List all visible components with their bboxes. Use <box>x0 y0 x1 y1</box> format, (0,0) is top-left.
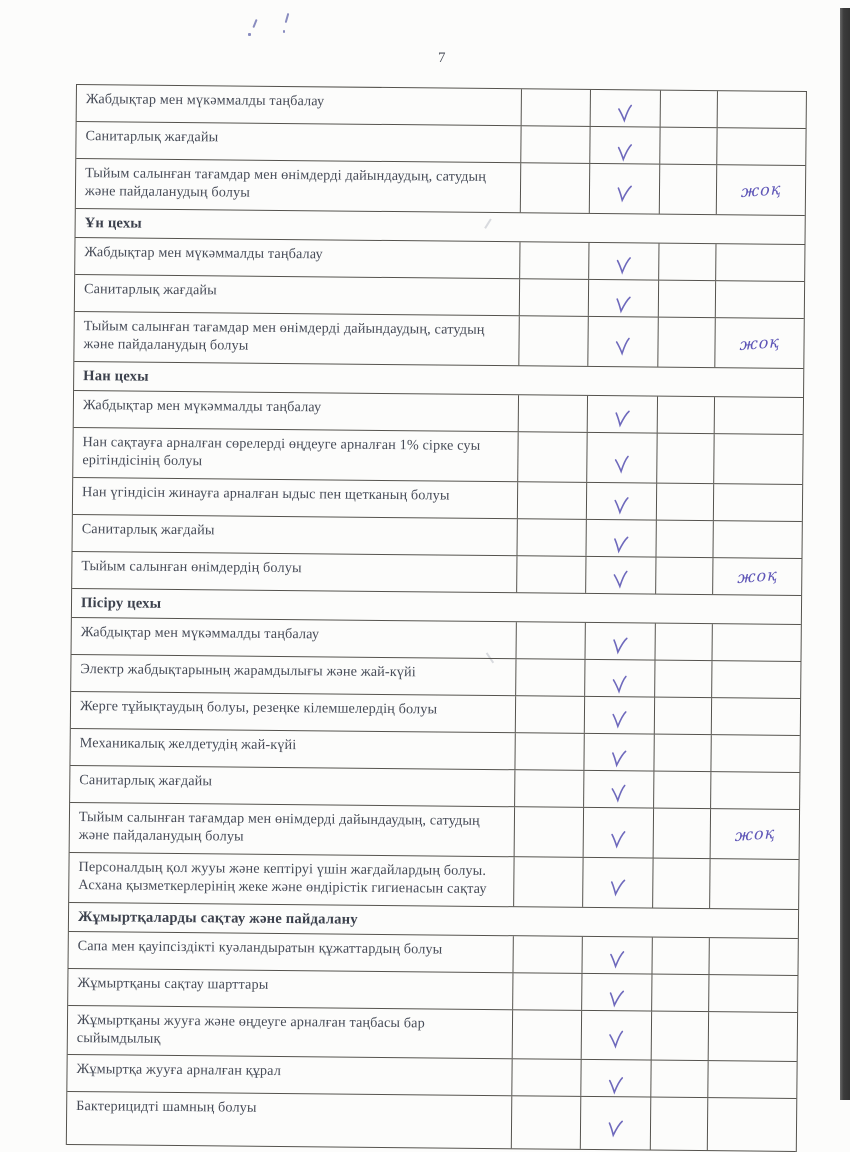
note-cell <box>714 397 803 434</box>
empty-cell <box>651 937 708 974</box>
empty-cell <box>514 770 583 807</box>
table-row <box>76 159 805 216</box>
check-cell <box>589 164 659 214</box>
check-cell <box>588 243 658 280</box>
table-row <box>73 428 802 485</box>
check-cell <box>586 483 656 520</box>
section-title: Ұн цехы <box>84 214 143 232</box>
check-cell <box>584 697 654 734</box>
handwritten-note: жоқ <box>736 565 778 588</box>
note-cell <box>713 484 802 521</box>
empty-cell <box>519 279 588 316</box>
checkmark-icon <box>612 496 631 515</box>
note-cell <box>711 661 800 698</box>
row-label: Тыйым салынған тағамдар мен өнімдерді дайындаудың, сатудың және пайдаланудың болуы <box>84 165 487 202</box>
checkmark-icon <box>608 950 627 969</box>
empty-cell <box>513 857 582 907</box>
empty-cell <box>511 1097 580 1150</box>
empty-cell <box>519 242 588 279</box>
empty-cell <box>655 623 712 660</box>
empty-cell <box>654 660 711 697</box>
empty-cell <box>520 163 589 213</box>
checkmark-icon <box>605 1118 625 1138</box>
stray-ink-dot-icon <box>283 30 285 33</box>
empty-cell <box>515 696 584 733</box>
row-label: Персоналдың қол жууы және кептіруі үшін жағдайлардың болуы. Асхана қызметкерлерінің жеке және өндірістік гигиенасын сақтау <box>78 858 487 898</box>
note-cell <box>715 281 804 318</box>
checkmark-icon <box>608 749 628 769</box>
check-cell <box>580 1097 650 1150</box>
empty-cell <box>653 771 710 808</box>
check-cell <box>587 396 657 433</box>
check-cell <box>581 973 651 1010</box>
check-cell <box>582 858 652 908</box>
row-label: Санитарлық жағдайы <box>85 128 219 146</box>
empty-cell <box>659 165 716 214</box>
checkmark-icon <box>612 409 632 429</box>
stray-ink-mark-icon <box>252 19 257 28</box>
note-cell <box>716 165 805 215</box>
row-label: Санитарлық жағдайы <box>79 771 213 790</box>
stray-ink-mark-icon <box>285 13 290 23</box>
check-cell <box>585 557 655 594</box>
section-title: Пісіру цехы <box>80 594 162 612</box>
empty-cell <box>650 1098 707 1151</box>
check-cell <box>588 280 658 317</box>
page-number: 7 <box>438 50 447 66</box>
empty-cell <box>516 519 585 556</box>
checkmark-icon <box>607 877 627 897</box>
checkmark-icon <box>612 454 632 474</box>
empty-cell <box>655 520 712 557</box>
note-cell <box>710 809 799 859</box>
row-label: Нан үгіндісін жинауға арналған ыдыс пен щетканың болуы <box>82 483 450 504</box>
check-cell <box>589 127 659 164</box>
empty-cell <box>658 244 715 281</box>
row-label: Бактерицидті шамның болуы <box>76 1098 257 1117</box>
checkmark-icon <box>613 295 633 315</box>
handwritten-note: жоқ <box>739 331 780 355</box>
checkmark-icon <box>610 636 630 656</box>
check-cell <box>585 623 655 660</box>
row-label: Санитарлық жағдайы <box>83 280 217 299</box>
empty-cell <box>516 622 585 659</box>
row-label: Санитарлық жағдайы <box>81 520 215 539</box>
checkmark-icon <box>610 675 630 695</box>
row-label: Механикалық желдетудің жай-күйі <box>79 734 297 753</box>
row-label: Тыйым салынған өнімдердің болуы <box>81 557 302 576</box>
empty-cell <box>517 482 586 519</box>
note-cell <box>710 772 799 809</box>
check-cell <box>590 90 660 127</box>
row-label: Жабдықтар мен мүкәммалды таңбалау <box>80 623 320 643</box>
note-cell <box>712 558 801 595</box>
checkmark-icon <box>606 1076 625 1095</box>
empty-cell <box>512 973 581 1010</box>
check-cell <box>585 520 655 557</box>
empty-cell <box>657 396 714 433</box>
empty-cell <box>514 733 583 770</box>
empty-cell <box>658 281 715 318</box>
empty-cell <box>512 1010 581 1060</box>
empty-cell <box>651 1011 708 1060</box>
empty-cell <box>518 395 587 432</box>
table-row <box>70 803 799 860</box>
check-cell <box>583 808 653 858</box>
row-label: Электр жабдықтарының жарамдылығы және жай-күйі <box>80 660 416 681</box>
empty-cell <box>653 734 710 771</box>
checkmark-icon <box>615 103 635 123</box>
empty-cell <box>650 1061 707 1098</box>
checkmark-icon <box>610 710 629 729</box>
handwritten-note: жоқ <box>734 822 776 845</box>
empty-cell <box>517 432 586 482</box>
checkmark-icon <box>615 143 634 162</box>
row-label: Тыйым салынған тағамдар мен өнімдерді дайындаудың, сатудың және пайдаланудың болуы <box>83 317 485 355</box>
note-cell <box>708 938 797 975</box>
empty-cell <box>521 89 590 126</box>
check-cell <box>587 317 657 367</box>
check-cell <box>583 734 653 771</box>
table-row <box>69 853 798 910</box>
empty-cell <box>660 91 717 128</box>
checkmark-icon <box>613 337 633 357</box>
empty-cell <box>654 697 711 734</box>
table-row <box>74 312 803 369</box>
row-label: Жұмыртқаны жууға және өңдеуге арналған таңбасы бар сыйымдылық <box>76 1011 425 1047</box>
check-cell <box>584 660 654 697</box>
note-cell <box>710 735 799 772</box>
checkmark-icon <box>611 535 631 555</box>
checkmark-icon <box>609 830 628 849</box>
note-cell <box>711 698 800 735</box>
checkmark-icon <box>606 989 626 1009</box>
checkmark-icon <box>609 784 629 804</box>
empty-cell <box>655 557 712 594</box>
empty-cell <box>653 808 710 857</box>
row-label: Жабдықтар мен мүкәммалды таңбалау <box>85 91 325 110</box>
check-cell <box>581 1010 651 1060</box>
empty-cell <box>516 556 585 593</box>
checkmark-icon <box>611 570 631 590</box>
empty-cell <box>518 316 587 366</box>
row-label: Жабдықтар мен мүкәммалды таңбалау <box>82 396 322 416</box>
empty-cell <box>515 659 584 696</box>
check-cell <box>583 771 653 808</box>
note-cell <box>712 521 801 558</box>
empty-cell <box>520 126 589 163</box>
note-cell <box>714 318 803 368</box>
check-cell <box>586 433 656 483</box>
empty-cell <box>511 1060 580 1097</box>
note-cell <box>715 244 804 281</box>
row-label: Сапа мен қауіпсіздікті куәландыратын құжаттардың болуы <box>77 937 443 958</box>
row-label: Жұмыртқа жууға арналған құрал <box>76 1061 282 1080</box>
row-label: Жұмыртқаны сақтау шарттары <box>77 974 269 993</box>
scan-edge-shadow <box>840 8 850 1100</box>
row-label: Жерге тұйықтаудың болуы, резеңке кілемшелердің болуы <box>79 697 438 718</box>
note-cell <box>708 975 797 1012</box>
note-cell <box>712 624 801 661</box>
empty-cell <box>512 936 581 973</box>
row-label: Жабдықтар мен мүкәммалды таңбалау <box>84 243 323 263</box>
table-row <box>68 1005 797 1062</box>
stray-ink-dot-icon <box>248 33 251 36</box>
empty-cell <box>514 807 583 857</box>
note-cell <box>716 128 805 165</box>
note-cell <box>713 434 802 484</box>
row-label: Тыйым салынған тағамдар мен өнімдерді дайындаудың, сатудың және пайдаланудың болуы <box>78 808 480 845</box>
empty-cell <box>652 858 709 907</box>
section-title: Нан цехы <box>83 367 149 385</box>
check-cell <box>580 1060 650 1097</box>
note-cell <box>708 1012 797 1062</box>
empty-cell <box>656 433 713 482</box>
checkmark-icon <box>614 183 634 203</box>
empty-cell <box>657 318 714 367</box>
empty-cell <box>651 974 708 1011</box>
note-cell <box>717 91 806 128</box>
section-title: Жұмыртқаларды сақтау және пайдалану <box>77 908 358 928</box>
note-cell <box>707 1062 796 1099</box>
empty-cell <box>659 128 716 165</box>
note-cell <box>709 859 798 909</box>
checkmark-icon <box>607 1030 627 1050</box>
checkmark-icon <box>614 257 633 276</box>
table-row <box>67 1092 796 1152</box>
empty-cell <box>656 483 713 520</box>
inspection-table <box>66 84 807 1152</box>
row-label: Нан сақтауға арналған сөрелерді өңдеуге арналған 1% сірке суы ерітіндісінің болуы <box>82 433 481 470</box>
handwritten-note: жоқ <box>740 178 782 202</box>
note-cell <box>707 1099 796 1152</box>
check-cell <box>581 936 651 973</box>
